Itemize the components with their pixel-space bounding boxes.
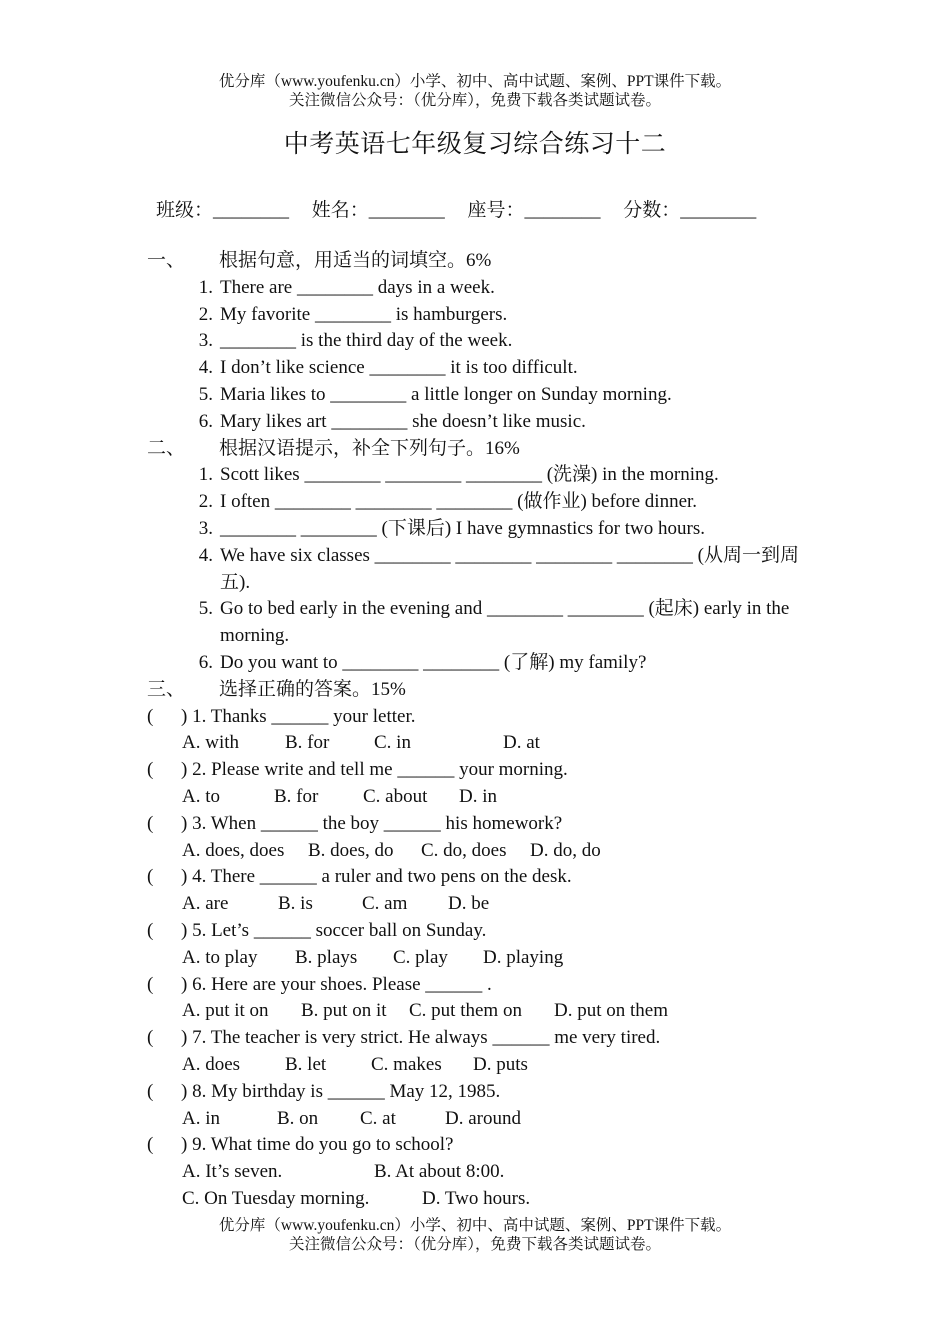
- mc-options: A. It’s seven. B. At about 8:00.: [182, 1161, 505, 1183]
- question-item: 3. ________ ________ (下课后) I have gymnastics for two hours.: [198, 517, 705, 539]
- mc-question: ( ) 7. The teacher is very strict. He always ______ me very tired.: [147, 1027, 661, 1049]
- question-item: 1. There are ________ days in a week.: [198, 276, 495, 298]
- mc-options: A. to play B. plays C. play D. playing: [182, 946, 564, 968]
- section-title: 根据汉语提示，补全下列句子。16%: [219, 437, 520, 459]
- mc-question: ( ) 3. When ______ the boy ______ his homework?: [147, 812, 563, 834]
- question-item: 5. Maria likes to ________ a little longer on Sunday morning.: [198, 383, 672, 405]
- mc-options: A. does, does B. does, do C. do, does D. do, do: [182, 839, 601, 861]
- question-item: 2. My favorite ________ is hamburgers.: [198, 303, 508, 325]
- question-item: 6. Mary likes art ________ she doesn’t like music.: [198, 410, 586, 432]
- page-header: [0, 72, 950, 110]
- section-number: 二、: [147, 437, 186, 459]
- question-item: 4. I don’t like science ________ it is too difficult.: [198, 357, 578, 379]
- section-title: 根据句意，用适当的词填空。6%: [219, 250, 492, 271]
- mc-options: A. in B. on C. at D. around: [182, 1107, 521, 1129]
- mc-question: ( ) 6. Here are your shoes. Please ______ .: [147, 973, 492, 995]
- mc-question: ( ) 4. There ______ a ruler and two pens on the desk.: [147, 866, 572, 888]
- class-field: 班级：________: [156, 200, 290, 221]
- section-2-heading: [147, 436, 817, 463]
- exercise-content: [147, 248, 817, 1213]
- name-field: 姓名：________: [311, 200, 445, 221]
- header-line-1: 优分库（www.youfenku.cn）小学、初中、高中试题、案例、PPT课件下载。: [218, 73, 732, 90]
- section-3-heading: [147, 677, 817, 704]
- mc-options: A. to B. for C. about D. in: [182, 785, 497, 807]
- mc-options: C. On Tuesday morning. D. Two hours.: [182, 1187, 531, 1209]
- footer-line-1: 优分库（www.youfenku.cn）小学、初中、高中试题、案例、PPT课件下载。: [218, 1217, 732, 1234]
- question-item: 5. Go to bed early in the evening and ________ ________ (起床) early in the morning.: [198, 598, 790, 647]
- question-item: 4. We have six classes ________ ________ ________ ________ (从周一到周五).: [198, 544, 799, 593]
- question-item: 2. I often ________ ________ ________ (做作业) before dinner.: [198, 491, 698, 513]
- mc-question: ( ) 8. My birthday is ______ May 12, 1985.: [147, 1080, 501, 1102]
- section-number: 三、: [147, 678, 186, 700]
- footer-line-2: 关注微信公众号：（优分库），免费下载各类试题试卷。: [288, 1236, 661, 1253]
- section-number: 一、: [147, 250, 186, 271]
- section-1-heading: [147, 248, 817, 275]
- page-footer: [0, 1216, 950, 1254]
- mc-options: A. with B. for C. in D. at: [182, 732, 540, 754]
- section-title: 选择正确的答案。15%: [219, 678, 406, 700]
- page-title: 中考英语七年级复习综合练习十二: [283, 131, 667, 158]
- seat-number-field: 座号：________: [467, 200, 601, 221]
- mc-question: ( ) 2. Please write and tell me ______ your morning.: [147, 759, 568, 781]
- student-info-row: [156, 195, 756, 222]
- mc-options: A. are B. is C. am D. be: [182, 893, 490, 915]
- question-item: 3. ________ is the third day of the week.: [198, 330, 513, 352]
- header-line-2: 关注微信公众号：（优分库），免费下载各类试题试卷。: [288, 92, 661, 109]
- score-field: 分数：________: [623, 200, 757, 221]
- question-item: 1. Scott likes ________ ________ ________ (洗澡) in the morning.: [198, 464, 719, 486]
- mc-question: ( ) 5. Let’s ______ soccer ball on Sunday.: [147, 919, 487, 941]
- mc-question: ( ) 9. What time do you go to school?: [147, 1134, 454, 1156]
- mc-options: A. does B. let C. makes D. puts: [182, 1053, 528, 1075]
- question-item: 6. Do you want to ________ ________ (了解) my family?: [198, 651, 647, 673]
- mc-question: ( ) 1. Thanks ______ your letter.: [147, 705, 416, 727]
- mc-options: A. put it on B. put on it C. put them on D. put on them: [182, 1000, 668, 1022]
